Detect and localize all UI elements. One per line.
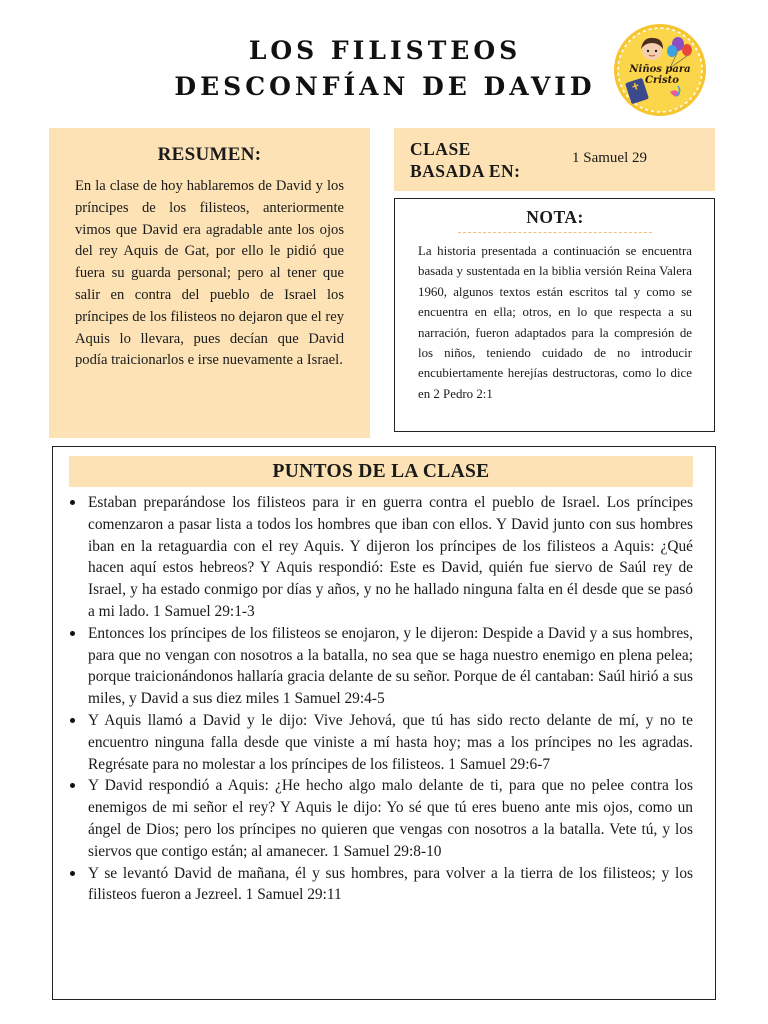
bullet-icon (70, 718, 75, 723)
list-item (88, 492, 693, 623)
page-title (120, 33, 650, 105)
list-item-text: Y Aquis llamó a David y le dijo: Vive Jehová, que tú has sido recto delante de mí, y no te encuentro ninguna falla desde que viniste a mí hasta hoy; mas a los príncipes no les agradas. Regrésate para no molestar a los príncipes de los filisteos. 1 Samuel 29:6-7 (88, 711, 693, 773)
bullet-icon (70, 500, 75, 505)
puntos-list (88, 492, 693, 906)
bullet-icon (70, 871, 75, 876)
title-line-2: DESCONFÍAN DE DAVID (174, 72, 596, 101)
list-item (88, 623, 693, 710)
resumen-section (49, 128, 370, 438)
clase-label-line-2: BASADA EN: (410, 161, 521, 181)
list-item (88, 710, 693, 775)
logo-text-1: Niños para (629, 64, 691, 75)
list-item (88, 863, 693, 907)
puntos-section (52, 446, 716, 1000)
list-item-text: Entonces los príncipes de los filisteos se enojaron, y le dijeron: Despide a David y a sus hombres, para que no vengan con nosotros a la batalla, no sea que se haga nuestro enemigo en plena pelea; porque traicionándonos hallaría gracia delante de su señor. Porque de él cantaban: Saúl hirió a sus miles, y David a sus diez miles 1 Samuel 29:4-5 (88, 624, 693, 708)
list-item (88, 775, 693, 862)
clase-basada-section (394, 128, 715, 191)
bible-reference: 1 Samuel 29 (572, 150, 647, 166)
nota-section (394, 198, 715, 432)
bullet-icon (70, 783, 75, 788)
puntos-heading: PUNTOS DE LA CLASE (69, 456, 693, 487)
clase-label (410, 138, 521, 182)
list-item-text: Y David respondió a Aquis: ¿He hecho algo malo delante de ti, para que no pelee contra los enemigos de mi señor el rey? Y Aquis le dijo: Yo sé que tú eres bueno ante mis ojos, como un ángel de Dios; pero los príncipes no quieren que vengas con nosotros a la batalla. Vete tú, y los siervos que contigo están; al amanecer. 1 Samuel 29:8-10 (88, 777, 693, 860)
nota-divider (458, 232, 652, 233)
list-item-text: Estaban preparándose los filisteos para ir en guerra contra el pueblo de Israel. Los príncipes comenzaron a pasar lista a todos los hombres que iban con ellos. Y David junto con sus hombres iban en la retaguardia con el rey Aquis. Y dijeron los príncipes de los filisteos a Aquis: ¿Qué hacen aquí estos hebreos? Y Aquis respondió: Este es David, quién fue siervo de Saúl rey de Israel, y ha estado conmigo por días y años, y no he hallado ninguna falta en él desde que se pasó a mi lado. 1 Samuel 29:1-3 (88, 494, 693, 620)
nota-heading: NOTA: (526, 207, 584, 227)
resumen-heading: RESUMEN: (157, 144, 262, 165)
logo-text-2: Cristo (645, 75, 679, 86)
resumen-text: En la clase de hoy hablaremos de David y los príncipes de los filisteos, anteriormente vimos que David era agradable ante los ojos del rey Aquis de Gat, por ello le pidió que fuera su guarda personal; pero al tener que salir en contra del pueblo de Israel los príncipes de los filisteos no dejaron que el rey Aquis lo llevara, pues decían que David podía traicionarlos e irse nuevamente a Israel. (75, 178, 344, 369)
clase-label-line-1: CLASE (410, 139, 471, 159)
title-line-1: LOS FILISTEOS (248, 36, 522, 65)
nota-text: La historia presentada a continuación se encuentra basada y sustentada en la biblia versión Reina Valera 1960, algunos textos están escritos tal y como se encuentra en ella; otros, en lo que respecta a su narración, fueron adaptados para la compresión de los niños, teniendo cuidado de no introducir encubiertamente herejías destructoras, como lo dice en 2 Pedro 2:1 (418, 244, 692, 401)
bullet-icon (70, 631, 75, 636)
ninos-para-cristo-logo (612, 22, 708, 118)
list-item-text: Y se levantó David de mañana, él y sus hombres, para volver a la tierra de los filisteos; y los filisteos fueron a Jezreel. 1 Samuel 29:11 (88, 864, 693, 904)
